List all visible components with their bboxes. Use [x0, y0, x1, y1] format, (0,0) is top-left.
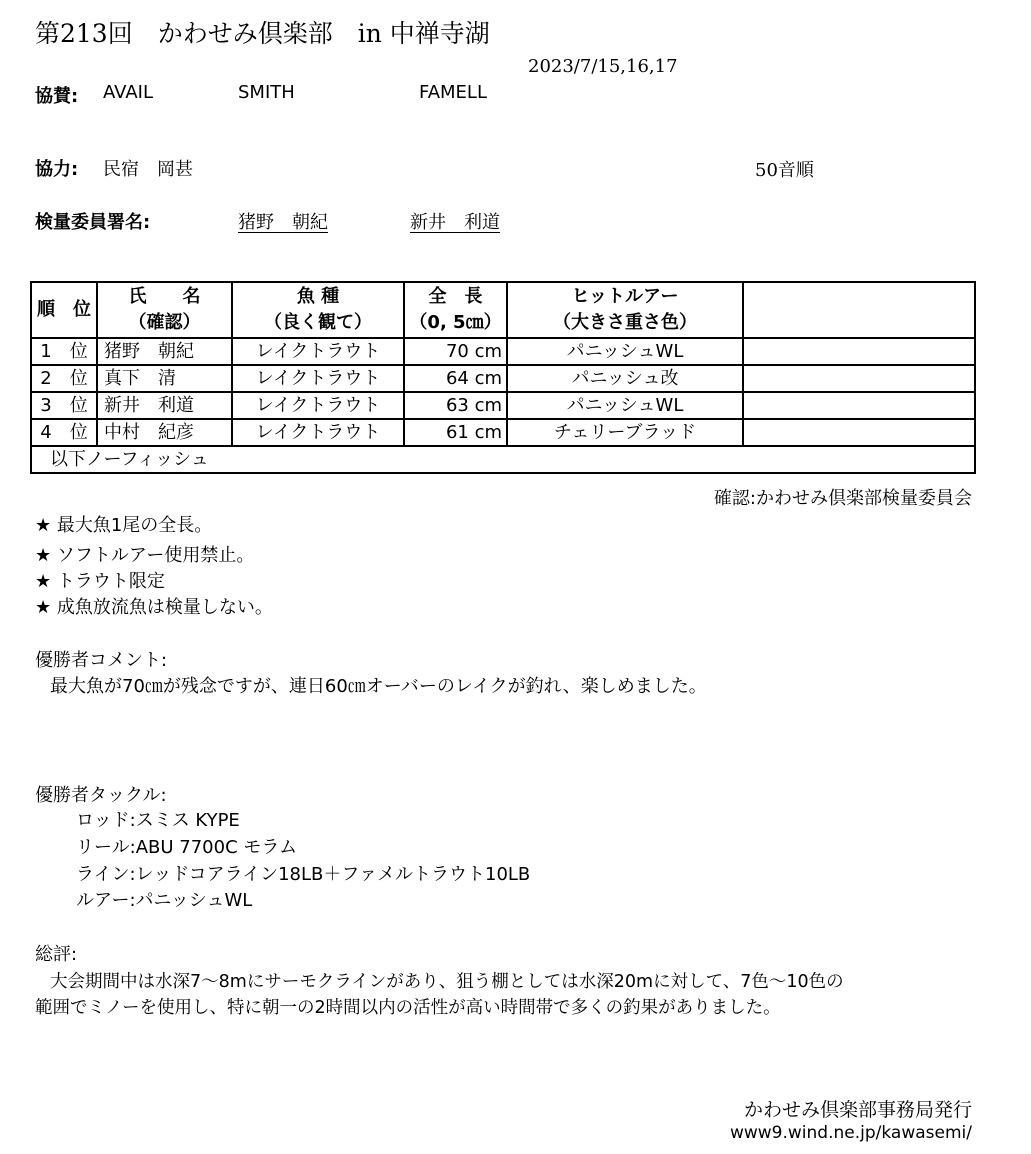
- lure-cell: チェリーブラッド: [507, 419, 743, 446]
- winner-comment-text: 最大魚が70㎝が残念ですが、連日60㎝オーバーのレイクが釣れ、楽しめました。: [50, 676, 707, 697]
- page-title: 第213回 かわせみ倶楽部 in 中禅寺湖: [35, 19, 490, 48]
- winner-comment-label: 優勝者コメント:: [35, 650, 168, 671]
- confirmation-note: 確認:かわせみ倶楽部検量委員会: [713, 488, 972, 509]
- header-name-bottom: （確認）: [128, 312, 201, 333]
- rank-cell: 1 位: [31, 338, 97, 365]
- name-cell: 猪野 朝紀: [97, 338, 232, 365]
- tackle-item: ルアー:パニッシュWL: [76, 890, 253, 911]
- length-cell: 61 cm: [404, 419, 507, 446]
- length-cell: 64 cm: [404, 365, 507, 392]
- inspectors-label: 検量委員署名:: [35, 212, 151, 233]
- table-row: [31, 338, 975, 365]
- header-species: [232, 282, 404, 338]
- name-cell: 真下 清: [97, 365, 232, 392]
- extra-cell: [743, 419, 975, 446]
- publisher-name: かわせみ倶楽部事務局発行: [743, 1099, 972, 1121]
- winner-tackle-label: 優勝者タックル:: [35, 785, 167, 806]
- cooperation-value: 民宿 岡甚: [103, 159, 193, 180]
- header-rank: 順 位: [31, 282, 97, 338]
- length-cell: 70 cm: [404, 338, 507, 365]
- tackle-item: ライン:レッドコアライン18LB＋ファメルトラウト10LB: [76, 864, 531, 885]
- header-extra: [743, 282, 975, 338]
- rules-list: [35, 512, 273, 622]
- header-name: [97, 282, 232, 338]
- rule-item: ★ トラウト限定: [35, 571, 165, 592]
- rule-item: ★ 成魚放流魚は検量しない。: [35, 597, 273, 618]
- length-cell: 63 cm: [404, 392, 507, 419]
- order-note: 50音順: [755, 160, 814, 181]
- lure-cell: パニッシュWL: [507, 392, 743, 419]
- header-length-top: 全 長: [428, 286, 483, 307]
- header-length: [404, 282, 507, 338]
- sponsor-item: SMITH: [238, 82, 295, 103]
- extra-cell: [743, 338, 975, 365]
- species-cell: レイクトラウト: [232, 419, 404, 446]
- inspector-name: 新井 利道: [410, 212, 500, 233]
- extra-cell: [743, 392, 975, 419]
- header-species-bottom: （良く観て）: [264, 312, 372, 333]
- rule-item: ★ 最大魚1尾の全長。: [35, 515, 213, 536]
- inspector-name: 猪野 朝紀: [238, 212, 328, 233]
- species-cell: レイクトラウト: [232, 365, 404, 392]
- header-lure-bottom: （大きさ重さ色）: [553, 312, 697, 333]
- header-name-top: 氏 名: [128, 286, 201, 307]
- rule-item: ★ ソフトルアー使用禁止。: [35, 545, 255, 566]
- table-row: [31, 419, 975, 446]
- extra-cell: [743, 365, 975, 392]
- rank-cell: 4 位: [31, 419, 97, 446]
- species-cell: レイクトラウト: [232, 338, 404, 365]
- review-line: 大会期間中は水深7～8mにサーモクラインがあり、狙う棚としては水深20mに対して、7色～10色の: [50, 972, 844, 992]
- species-cell: レイクトラウト: [232, 392, 404, 419]
- header-species-top: 魚 種: [296, 286, 340, 307]
- tackle-item: リール:ABU 7700C モラム: [76, 837, 298, 858]
- review-label: 総評:: [35, 944, 78, 965]
- header-lure-top: ヒットルアー: [571, 286, 679, 307]
- table-footer-row: [31, 446, 975, 473]
- event-date: 2023/7/15,16,17: [528, 56, 678, 77]
- tackle-item: ロッド:スミス KYPE: [76, 810, 240, 831]
- header-length-bottom: （0, 5㎝）: [409, 312, 502, 333]
- lure-cell: パニッシュ改: [507, 365, 743, 392]
- name-cell: 中村 紀彦: [97, 419, 232, 446]
- header-lure: [507, 282, 743, 338]
- table-row: [31, 365, 975, 392]
- cooperation-label: 協力:: [35, 159, 79, 180]
- sponsors-label: 協賛:: [35, 86, 79, 107]
- rank-cell: 2 位: [31, 365, 97, 392]
- table-row: [31, 392, 975, 419]
- results-table: [30, 281, 976, 474]
- sponsor-item: AVAIL: [103, 82, 153, 103]
- rank-cell: 3 位: [31, 392, 97, 419]
- publisher-url[interactable]: www9.wind.ne.jp/kawasemi/: [729, 1123, 972, 1143]
- no-fish-note: 以下ノーフィッシュ: [31, 446, 975, 473]
- table-header-row: [31, 282, 975, 338]
- lure-cell: パニッシュWL: [507, 338, 743, 365]
- review-line: 範囲でミノーを使用し、特に朝一の2時間以内の活性が高い時間帯で多くの釣果がありました。: [35, 998, 781, 1018]
- name-cell: 新井 利道: [97, 392, 232, 419]
- sponsor-item: FAMELL: [419, 82, 487, 103]
